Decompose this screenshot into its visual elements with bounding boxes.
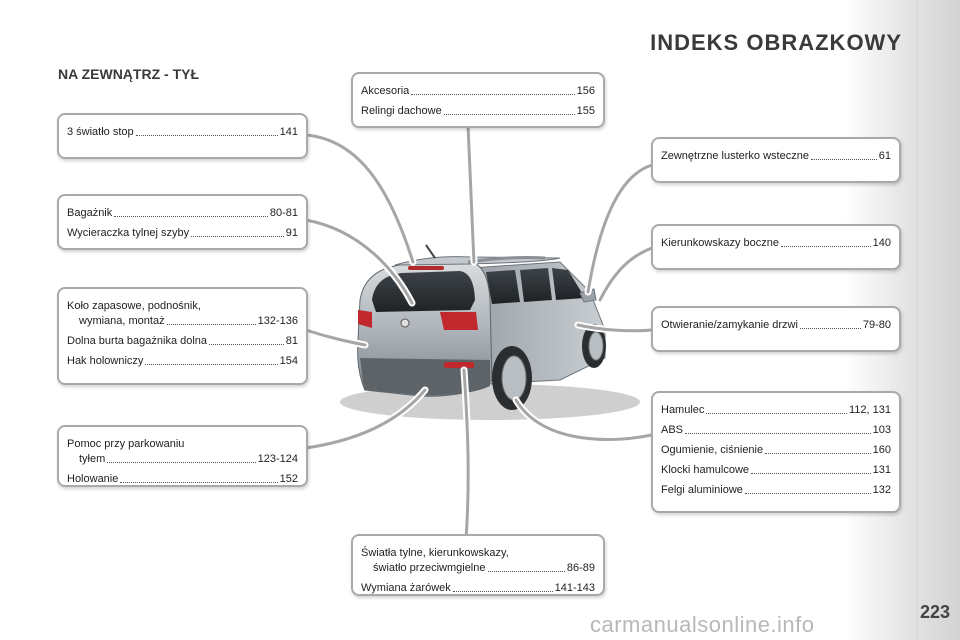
side-window-rear: [486, 270, 520, 304]
rear-window: [372, 271, 475, 312]
page-title: INDEKS OBRAZKOWY: [650, 30, 902, 55]
index-entry: 3 światło stop 141: [67, 126, 298, 138]
index-entry-text: Światła tylne, kierunkowskazy,: [361, 547, 509, 559]
index-entry: Wycieraczka tylnej szyby 91: [67, 227, 298, 239]
index-entry: Hak holowniczy 154: [67, 355, 298, 367]
page-number: 223: [919, 602, 950, 622]
callout-trunk: [57, 194, 308, 250]
index-entry: Akcesoria 156: [361, 85, 595, 97]
callout-side-indicators: [651, 224, 901, 270]
index-entry: tyłem 123-124: [79, 453, 298, 465]
callout-rear-lights: [351, 534, 605, 596]
index-entry: Klocki hamulcowe 131: [661, 464, 891, 476]
index-entry: wymiana, montaż 132-136: [79, 315, 298, 327]
watermark: carmanualsonline.info: [590, 612, 815, 637]
index-entry: Bagażnik 80-81: [67, 207, 298, 219]
section-subtitle: NA ZEWNĄTRZ - TYŁ: [58, 66, 200, 82]
index-entry: Kierunkowskazy boczne 140: [661, 237, 891, 249]
index-entry: Otwieranie/zamykanie drzwi 79-80: [661, 319, 891, 331]
index-entry: Ogumienie, ciśnienie 160: [661, 444, 891, 456]
index-entry-text: Pomoc przy parkowaniu: [67, 438, 185, 450]
index-entry: Zewnętrzne lusterko wsteczne 61: [661, 150, 891, 162]
index-entry: Felgi aluminiowe 132: [661, 484, 891, 496]
callout-accessories: [351, 72, 605, 128]
front-rim: [589, 332, 603, 360]
index-entry: Hamulec 112, 131: [661, 404, 891, 416]
index-entry: ABS 103: [661, 424, 891, 436]
tail-light-right: [440, 312, 478, 330]
index-entry-text: Koło zapasowe, podnośnik,: [67, 300, 201, 312]
callout-doors: [651, 306, 901, 352]
callout-third-stop-light: [57, 113, 308, 159]
index-entry: Dolna burta bagażnika dolna 81: [67, 335, 298, 347]
callout-mirror: [651, 137, 901, 183]
index-entry: Holowanie 152: [67, 473, 298, 485]
brand-logo: [401, 319, 409, 327]
fog-light: [444, 362, 474, 368]
index-entry: światło przeciwmgielne 86-89: [373, 562, 595, 574]
callout-brakes: [651, 391, 901, 513]
callout-spare-wheel: [57, 287, 308, 385]
rear-rim: [502, 356, 526, 400]
antenna: [426, 245, 435, 258]
third-brake-light: [408, 266, 444, 270]
callout-parking-assist: [57, 425, 308, 487]
index-entry: Relingi dachowe 155: [361, 105, 595, 117]
side-window-middle: [520, 268, 552, 302]
index-entry: Wymiana żarówek 141-143: [361, 582, 595, 594]
